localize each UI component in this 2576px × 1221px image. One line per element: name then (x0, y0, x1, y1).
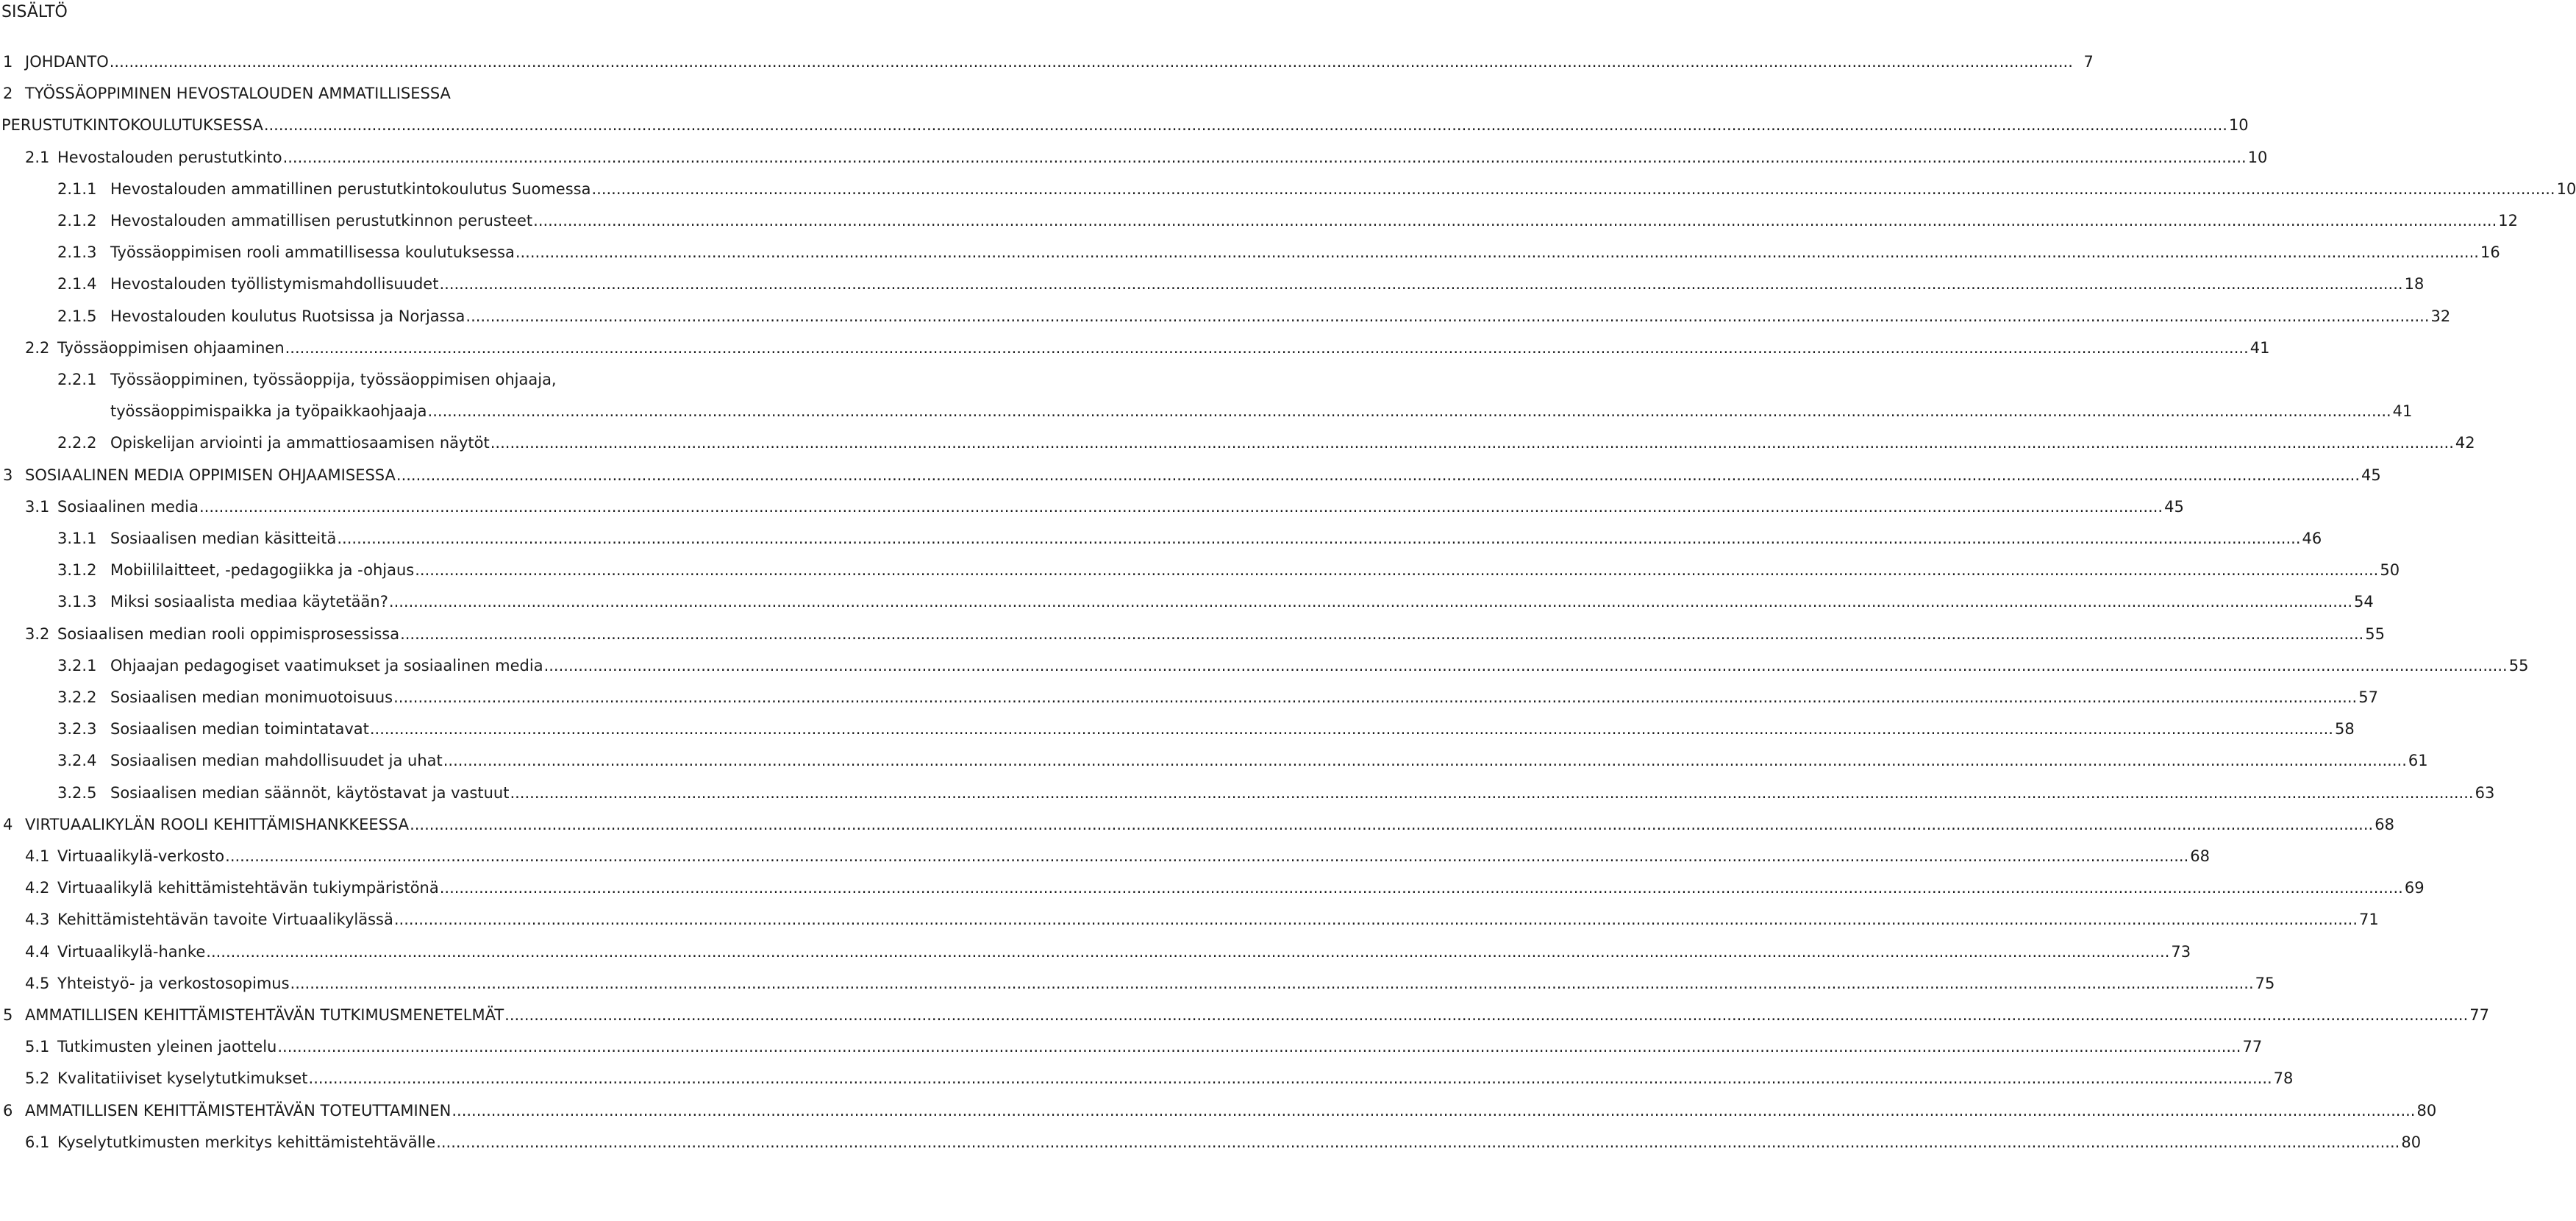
toc-entry[interactable] (3, 463, 2381, 487)
toc-entry-number: 4 (3, 815, 13, 833)
toc-entry[interactable] (3, 50, 2094, 74)
toc-entry-number: 2 (3, 85, 13, 103)
toc-dot-leader: ................................................................................................................................................................................................................................................................................................................................................................................................................ (396, 466, 2361, 484)
toc-dot-leader: ................................................................................................................................................................................................................................................................................................................................................................................................................ (263, 116, 2227, 135)
toc-page-number: 42 (2455, 434, 2475, 452)
toc-page-number: 69 (2404, 879, 2425, 897)
toc-entry-number: 3.2 (25, 624, 50, 643)
toc-entry-number: 4.5 (25, 974, 50, 992)
toc-entry-number: 3 (3, 466, 13, 484)
toc-entry[interactable] (57, 431, 2475, 455)
toc-page-number: 77 (2469, 1006, 2490, 1024)
toc-title: SISÄLTÖ (1, 3, 68, 21)
toc-dot-leader: ................................................................................................................................................................................................................................................................................................................................................................................................................ (410, 815, 2374, 833)
toc-dot-leader: ................................................................................................................................................................................................................................................................................................................................................................................................................ (415, 561, 2379, 580)
toc-entry-number: 6.1 (25, 1133, 50, 1151)
toc-entry[interactable] (57, 527, 2322, 550)
toc-page-number: 10 (2228, 116, 2249, 135)
toc-entry[interactable] (25, 876, 2425, 900)
toc-entry-number: 2.2.2 (57, 434, 97, 452)
toc-entry-text: VIRTUAALIKYLÄN ROOLI KEHITTÄMISHANKKEESSA (25, 815, 410, 833)
toc-dot-leader: ................................................................................................................................................................................................................................................................................................................................................................................................................ (285, 338, 2249, 357)
toc-entry-text: Hevostalouden perustutkinto (57, 148, 282, 166)
toc-page-number: 55 (2508, 656, 2529, 674)
toc-dot-leader: ................................................................................................................................................................................................................................................................................................................................................................................................................ (369, 720, 2333, 738)
toc-entry-text: Opiskelijan arviointi ja ammattiosaamisen näytöt (110, 434, 490, 452)
toc-dot-leader: ................................................................................................................................................................................................................................................................................................................................................................................................................ (427, 402, 2391, 421)
toc-entry[interactable] (57, 272, 2425, 296)
toc-entry-number: 3.2.5 (57, 783, 97, 802)
toc-dot-leader: ................................................................................................................................................................................................................................................................................................................................................................................................................ (400, 624, 2364, 643)
toc-entry-number: 4.2 (25, 879, 50, 897)
toc-page-number: 46 (2302, 530, 2322, 547)
toc-entry-text: AMMATILLISEN KEHITTÄMISTEHTÄVÄN TOTEUTTAMINEN (25, 1101, 452, 1119)
toc-dot-leader: ................................................................................................................................................................................................................................................................................................................................................................................................................ (393, 688, 2358, 706)
toc-dot-leader: ................................................................................................................................................................................................................................................................................................................................................................................................................ (439, 879, 2403, 897)
toc-dot-leader: ................................................................................................................................................................................................................................................................................................................................................................................................................ (510, 783, 2474, 802)
toc-entry[interactable] (57, 717, 2355, 741)
toc-page-number: 71 (2359, 911, 2379, 929)
toc-entry-text: PERUSTUTKINTOKOULUTUKSESSA (1, 116, 263, 135)
toc-dot-leader: ................................................................................................................................................................................................................................................................................................................................................................................................................ (533, 212, 2497, 229)
toc-entry-text: Mobiililaitteet, -pedagogiikka ja -ohjaus (110, 561, 415, 580)
toc-entry-text: Kyselytutkimusten merkitys kehittämistehtävälle (57, 1133, 436, 1151)
toc-entry-number: 2.1.4 (57, 275, 97, 293)
toc-entry[interactable] (57, 781, 2495, 805)
toc-page-number: 58 (2334, 720, 2355, 738)
toc-entry[interactable] (25, 1067, 2294, 1090)
toc-entry-number: 5.2 (25, 1069, 50, 1088)
toc-entry-text: Sosiaalisen median rooli oppimisprosessissa (57, 624, 400, 643)
toc-entry-text: Hevostalouden työllistymismahdollisuudet (110, 275, 439, 293)
toc-page-number: 68 (2190, 847, 2211, 865)
toc-entry-text: Työssäoppimisen rooli ammatillisessa koulutuksessa (110, 243, 515, 262)
toc-entry-number: 2.2 (25, 338, 50, 357)
toc-dot-leader: ................................................................................................................................................................................................................................................................................................................................................................................................................ (199, 497, 2163, 516)
toc-dot-leader: ................................................................................................................................................................................................................................................................................................................................................................................................................ (452, 1101, 2416, 1119)
toc-page-number: 45 (2164, 497, 2184, 516)
toc-entry-number: 5 (3, 1006, 13, 1024)
toc-entry-text: TYÖSSÄOPPIMINEN HEVOSTALOUDEN AMMATILLISESSA (25, 85, 451, 103)
toc-dot-leader: ................................................................................................................................................................................................................................................................................................................................................................................................................ (109, 53, 2073, 71)
toc-entry[interactable] (25, 940, 2191, 964)
toc-entry-text: Hevostalouden koulutus Ruotsissa ja Norjassa (110, 307, 465, 325)
toc-page-number: 80 (2416, 1101, 2437, 1119)
toc-entry-text: Virtuaalikylä-hanke (57, 942, 206, 961)
toc-entry[interactable] (3, 82, 666, 105)
toc-page-number: 10 (2556, 179, 2576, 198)
toc-page-number: 61 (2408, 752, 2428, 770)
toc-entry-number: 2.1 (25, 148, 50, 166)
toc-entry-text: Miksi sosiaalista mediaa käytetään? (110, 593, 388, 611)
toc-entry-number: 1 (3, 53, 13, 71)
toc-entry-text: Työssäoppimisen ohjaaminen (57, 338, 285, 357)
toc-dot-leader: ................................................................................................................................................................................................................................................................................................................................................................................................................ (436, 1133, 2400, 1151)
toc-entry-text: Kvalitatiiviset kyselytutkimukset (57, 1069, 308, 1088)
toc-entry[interactable] (3, 1003, 2490, 1027)
toc-entry[interactable] (25, 908, 2379, 931)
toc-entry[interactable] (57, 558, 2400, 582)
toc-entry-number: 3.1.1 (57, 530, 97, 547)
toc-entry[interactable] (57, 590, 2374, 613)
toc-entry-text: Sosiaalisen median toimintatavat (110, 720, 369, 738)
toc-dot-leader: ................................................................................................................................................................................................................................................................................................................................................................................................................ (282, 148, 2247, 166)
toc-dot-leader: ................................................................................................................................................................................................................................................................................................................................................................................................................ (206, 942, 2170, 961)
toc-dot-leader: ................................................................................................................................................................................................................................................................................................................................................................................................................ (504, 1006, 2469, 1024)
toc-entry[interactable] (57, 209, 2518, 232)
toc-entry-number: 3.2.1 (57, 656, 97, 674)
toc-entry-number: 3.2.4 (57, 752, 97, 770)
toc-entry[interactable] (25, 1131, 2422, 1154)
toc-dot-leader: ................................................................................................................................................................................................................................................................................................................................................................................................................ (308, 1069, 2272, 1088)
toc-page-number: 78 (2273, 1069, 2294, 1088)
toc-page-number: 54 (2354, 593, 2374, 611)
toc-entry-text: Hevostalouden ammatillinen perustutkintokoulutus Suomessa (110, 179, 591, 198)
toc-entry-text: Sosiaalisen median monimuotoisuus (110, 688, 393, 706)
toc-page-number: 18 (2404, 275, 2425, 293)
toc-page-number: 55 (2365, 624, 2385, 643)
toc-entry[interactable] (57, 241, 2500, 264)
toc-entry[interactable] (3, 813, 2394, 836)
toc-page-number: 57 (2358, 688, 2378, 706)
toc-entry[interactable] (57, 654, 2529, 677)
toc-entry-number: 3.2.3 (57, 720, 97, 738)
toc-page-number: 10 (2247, 148, 2268, 166)
toc-dot-leader: ................................................................................................................................................................................................................................................................................................................................................................................................................ (465, 307, 2430, 325)
toc-entry-text: JOHDANTO (25, 53, 109, 71)
toc-entry-text: Kehittämistehtävän tavoite Virtuaalikylässä (57, 911, 393, 929)
toc-page-number: 73 (2171, 942, 2191, 961)
toc-entry-text: AMMATILLISEN KEHITTÄMISTEHTÄVÄN TUTKIMUSMENETELMÄT (25, 1006, 504, 1024)
toc-entry[interactable] (3, 1099, 2437, 1122)
toc-dot-leader: ................................................................................................................................................................................................................................................................................................................................................................................................................ (277, 1038, 2241, 1056)
toc-page-number: 32 (2430, 307, 2451, 325)
toc-page-number: 41 (2249, 338, 2270, 357)
toc-dot-leader: ................................................................................................................................................................................................................................................................................................................................................................................................................ (490, 434, 2454, 452)
toc-entry-number: 3.2.2 (57, 688, 97, 706)
toc-dot-leader: ................................................................................................................................................................................................................................................................................................................................................................................................................ (393, 911, 2358, 929)
toc-dot-leader: ................................................................................................................................................................................................................................................................................................................................................................................................................ (543, 656, 2508, 674)
toc-entry[interactable] (57, 368, 666, 391)
toc-entry-text: Yhteistyö- ja verkostosopimus (57, 974, 290, 992)
toc-entry[interactable] (57, 686, 2378, 709)
toc-entry[interactable] (25, 336, 2270, 360)
toc-entry[interactable] (25, 495, 2184, 519)
toc-entry-number: 3.1.2 (57, 561, 97, 580)
toc-dot-leader: ................................................................................................................................................................................................................................................................................................................................................................................................................ (337, 530, 2301, 547)
toc-dot-leader: ................................................................................................................................................................................................................................................................................................................................................................................................................ (443, 752, 2407, 770)
toc-entry[interactable] (25, 622, 2385, 646)
toc-entry-number: 5.1 (25, 1038, 50, 1056)
toc-dot-leader: ................................................................................................................................................................................................................................................................................................................................................................................................................ (290, 974, 2254, 992)
toc-entry-number: 4.4 (25, 942, 50, 961)
toc-entry-text: Virtuaalikylä kehittämistehtävän tukiympäristönä (57, 879, 439, 897)
toc-entry[interactable] (25, 972, 2275, 995)
toc-entry-text: Hevostalouden ammatillisen perustutkinnon perusteet (110, 212, 533, 229)
toc-page-number: 75 (2255, 974, 2275, 992)
toc-entry-text: Sosiaalinen media (57, 497, 199, 516)
toc-entry-text: työssäoppimispaikka ja työpaikkaohjaaja (110, 402, 427, 421)
toc-page-number: 41 (2392, 402, 2413, 421)
toc-entry-text: Tutkimusten yleinen jaottelu (57, 1038, 277, 1056)
toc-entry-text: SOSIAALINEN MEDIA OPPIMISEN OHJAAMISESSA (25, 466, 396, 484)
toc-dot-leader: ................................................................................................................................................................................................................................................................................................................................................................................................................ (591, 179, 2555, 198)
toc-entry-text: Sosiaalisen median käsitteitä (110, 530, 337, 547)
toc-page-number: 16 (2480, 243, 2500, 262)
toc-page-number: 80 (2401, 1133, 2422, 1151)
toc-entry-number: 2.1.5 (57, 307, 97, 325)
toc-entry[interactable] (57, 749, 2428, 772)
toc-entry[interactable] (57, 177, 2576, 201)
toc-dot-leader: ................................................................................................................................................................................................................................................................................................................................................................................................................ (439, 275, 2403, 293)
toc-entry-number: 4.3 (25, 911, 50, 929)
toc-page-number: 50 (2380, 561, 2400, 580)
toc-dot-leader: ................................................................................................................................................................................................................................................................................................................................................................................................................ (388, 593, 2353, 611)
toc-entry-number: 6 (3, 1101, 13, 1119)
toc-entry-number: 4.1 (25, 847, 50, 865)
toc-page-number: 7 (2083, 53, 2094, 71)
toc-entry-text: Ohjaajan pedagogiset vaatimukset ja sosiaalinen media (110, 656, 543, 674)
toc-entry[interactable] (25, 844, 2211, 868)
toc-entry-number: 2.1.1 (57, 179, 97, 198)
toc-entry-text: Sosiaalisen median mahdollisuudet ja uhat (110, 752, 443, 770)
toc-page-number: 68 (2375, 815, 2394, 833)
toc-entry-number: 2.1.3 (57, 243, 97, 262)
toc-entry-number: 2.2.1 (57, 371, 97, 388)
toc-entry[interactable] (110, 399, 2413, 423)
toc-page-number: 45 (2361, 466, 2381, 484)
toc-entry-text: Virtuaalikylä-verkosto (57, 847, 225, 865)
toc-entry[interactable] (57, 305, 2451, 328)
toc-page-number: 63 (2475, 783, 2495, 802)
toc-dot-leader: ................................................................................................................................................................................................................................................................................................................................................................................................................ (515, 243, 2479, 262)
toc-page-number: 12 (2498, 212, 2518, 229)
toc-entry-number: 3.1.3 (57, 593, 97, 611)
toc-entry[interactable] (25, 1035, 2263, 1058)
toc-entry[interactable] (25, 146, 2268, 169)
toc-dot-leader: ................................................................................................................................................................................................................................................................................................................................................................................................................ (225, 847, 2189, 865)
toc-entry[interactable] (1, 113, 2249, 137)
toc-entry-text: Sosiaalisen median säännöt, käytöstavat ja vastuut (110, 783, 510, 802)
toc-entry-number: 3.1 (25, 497, 50, 516)
toc-page-number: 77 (2242, 1038, 2263, 1056)
toc-entry-number: 2.1.2 (57, 212, 97, 229)
toc-entry-text: Työssäoppiminen, työssäoppija, työssäoppimisen ohjaaja, (110, 371, 557, 388)
